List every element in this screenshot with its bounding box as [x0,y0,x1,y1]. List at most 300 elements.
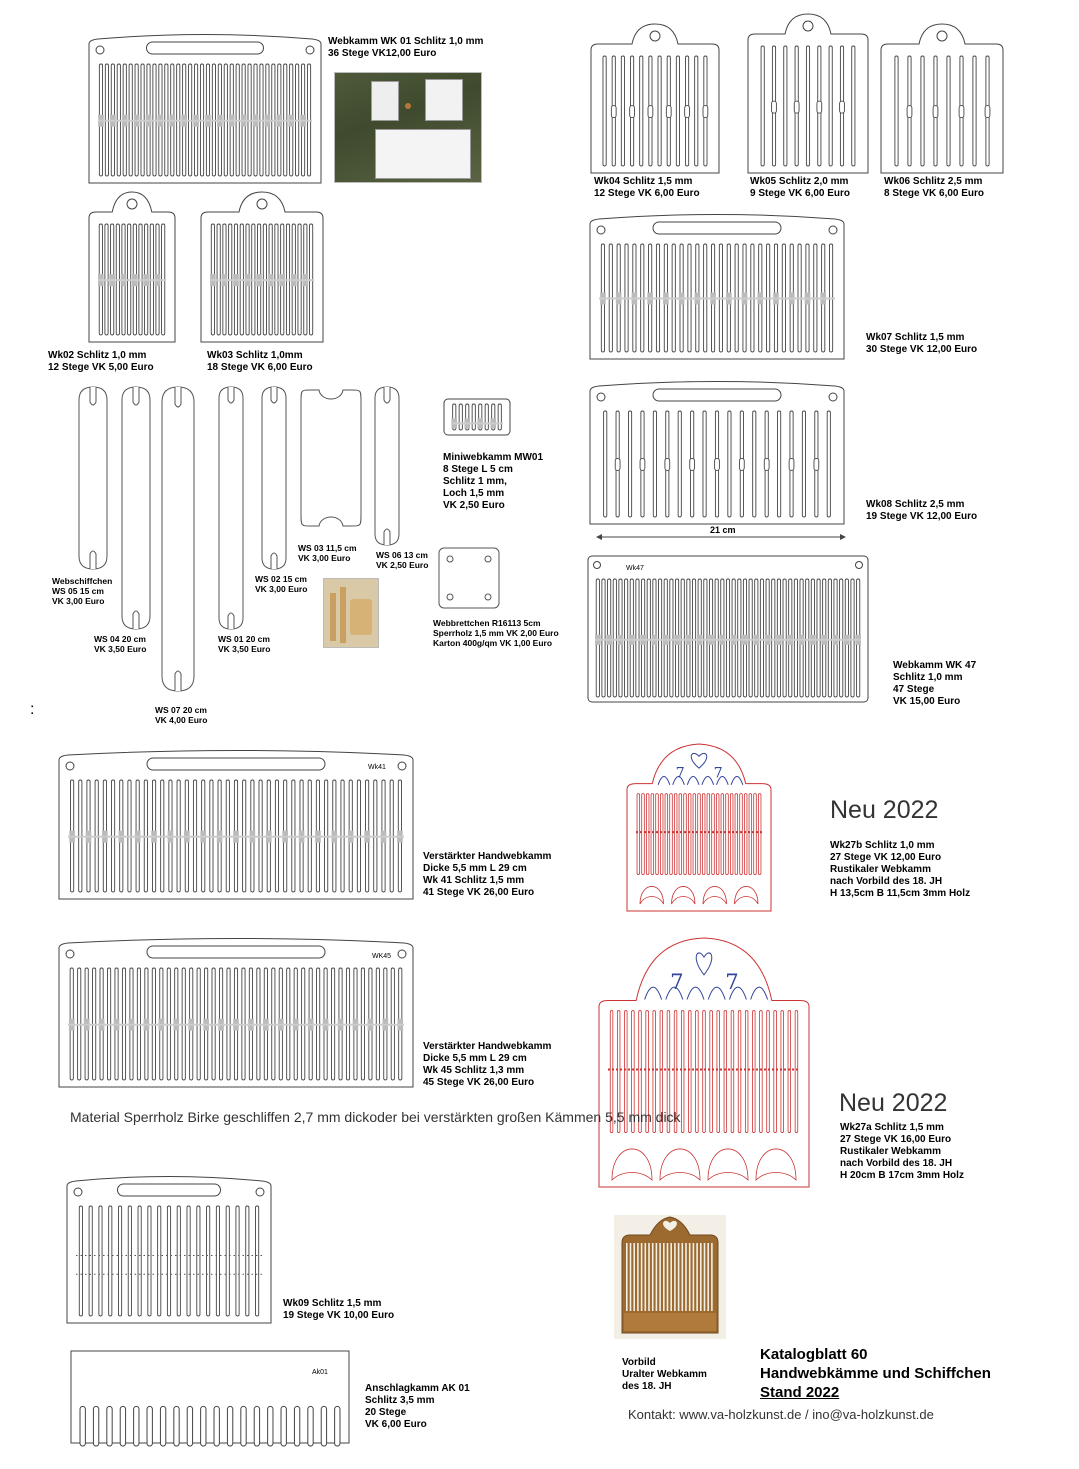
antique-slot [633,1243,635,1311]
comb-tooth [704,579,707,697]
comb-tooth [201,1406,206,1446]
comb-tooth [216,1206,219,1316]
shuttle-notch [228,613,234,629]
shuttle-ws06 [374,386,400,546]
shuttle-notch [175,671,181,691]
comb-grip [147,758,325,770]
comb-slot-band [68,836,404,838]
caption-ws04 [94,634,146,654]
comb-tooth [294,1406,299,1446]
caption-line: VK 3,50 Euro [218,644,271,654]
comb-tooth [254,1406,259,1446]
comb-tooth [695,56,698,166]
caption-line: 19 Stege VK 10,00 Euro [283,1310,395,1321]
comb-tooth [148,1206,151,1316]
caption-line: Webschiffchen [52,576,113,586]
caption-line: Vorbild [622,1357,656,1368]
caption-line: 12 Stege VK 5,00 Euro [48,362,154,373]
comb-tooth [783,579,786,697]
caption-line: Uralter Webkamm [622,1369,707,1380]
antique-slot [667,1243,669,1311]
comb-tooth [651,794,654,875]
comb-tooth [707,794,710,875]
comb-hole [803,21,813,31]
antique-slot [630,1243,632,1311]
comb-tooth [740,794,743,875]
comb-tooth [99,1206,102,1316]
comb-tooth [795,1011,798,1133]
new-2022-label-2: Neu 2022 [839,1089,948,1117]
comb-grip [653,389,781,401]
caption-line: Schlitz 1 mm, [443,476,507,487]
mark-wk45: WK45 [372,953,392,960]
shuttle-notch [133,387,139,405]
comb-tooth [308,1406,313,1446]
antique-slot [685,1243,687,1311]
antique-slot [663,1243,665,1311]
comb-slot-band [98,279,166,281]
weaving-card [438,547,500,609]
antique-slot [659,1243,661,1311]
comb-tooth [851,579,854,697]
comb-tooth [107,1406,112,1446]
caption-line: Wk03 Schlitz 1,0mm [207,350,303,361]
comb-tooth [89,1206,92,1316]
comb-hole [789,458,794,470]
comb-tooth [670,579,673,697]
caption-line: WS 07 20 cm [155,705,207,715]
antique-slot [637,1243,639,1311]
comb-mw01 [443,398,511,436]
comb-tooth [788,1011,791,1133]
comb-tooth [197,1206,200,1316]
shuttle-outline [262,387,286,569]
shuttle-ws07 [161,386,195,692]
comb-hole [840,101,845,113]
comb-tooth [236,1206,239,1316]
caption-line: Rustikaler Webkamm [830,864,931,875]
caption-line: Verstärkter Handwebkamm [423,1041,552,1052]
comb-tooth [646,794,649,875]
comb-tooth [728,411,731,517]
caption-line: oder bei verstärkten großen Kämmen 5,5 mm dick [369,1109,681,1125]
comb-tooth [226,1206,229,1316]
comb-tooth [485,404,488,430]
comb-tooth [167,1206,170,1316]
caption-line: VK 3,00 Euro [52,596,105,606]
comb-wk07 [589,210,845,360]
caption-wk27b [830,840,970,900]
antique-slot [711,1243,713,1311]
caption-line: Wk 45 Schlitz 1,3 mm [423,1065,525,1076]
comb-hole [96,46,104,54]
caption-line: Webkamm WK 47 [893,660,977,671]
caption-line: Wk06 Schlitz 2,5 mm [884,176,983,187]
comb-tooth [717,1011,720,1133]
comb-tooth [781,1011,784,1133]
shuttle-notch [271,387,277,403]
comb-tooth [724,1011,727,1133]
shuttle-ws05 [78,386,108,570]
comb-tooth [753,411,756,517]
comb-tooth [621,56,624,166]
comb-hole [615,458,620,470]
caption-wk06 [884,176,984,200]
comb-tooth [187,1206,190,1316]
comb-wk09 [66,1172,272,1324]
caption-line: des 18. JH [622,1381,672,1392]
caption-line: Wk27b Schlitz 1,0 mm [830,840,935,851]
comb-tooth [613,579,616,697]
comb-tooth [177,1206,180,1316]
comb-tooth [604,411,607,517]
caption-ws02 [255,574,307,594]
ornament-digit-right: 7 [725,968,739,994]
dimension-wk08: 21 cm [710,525,736,535]
comb-tooth [118,1206,121,1316]
comb-hole [856,562,863,569]
comb-tooth [745,1011,748,1133]
antique-slot [648,1243,650,1311]
comb-tooth [731,1011,734,1133]
caption-line: Anschlagkamm AK 01 [365,1383,470,1394]
comb-hole [764,458,769,470]
comb-tooth [174,1406,179,1446]
comb-tooth [642,794,645,875]
comb-tooth [660,794,663,875]
comb-hole [597,393,605,401]
comb-tooth [647,579,650,697]
catalog-title: Katalogblatt 60 [760,1346,868,1363]
caption-ws06 [376,550,428,570]
comb-hole [959,106,964,118]
caption-line: VK 15,00 Euro [893,696,961,707]
material-note [70,1108,681,1127]
caption-line: Dicke 5,5 mm L 29 cm [423,863,527,874]
comb-hole [66,950,74,958]
caption-ws05 [52,576,112,606]
comb-outline [591,24,719,173]
shuttle-ws04 [121,386,151,630]
shuttle-ws02 [261,386,287,570]
comb-tooth [109,1206,112,1316]
comb-tooth [256,1206,259,1316]
caption-line: Verstärkter Handwebkamm [423,851,552,862]
photo-wk01-combs [334,72,482,183]
caption-line: 8 Stege L 5 cm [443,464,513,475]
caption-line: Schlitz 1,0 mm [893,672,963,683]
comb-tooth [658,56,661,166]
comb-tooth [335,1406,340,1446]
caption-line: Miniwebkamm MW01 [443,452,544,463]
comb-outline [881,24,1003,173]
photo-shuttles [323,578,379,648]
comb-tooth [730,794,733,875]
comb-hole [685,106,690,118]
comb-slot-band [210,279,314,281]
caption-line: Wk02 Schlitz 1,0 mm [48,350,147,361]
antique-slot [704,1243,706,1311]
comb-hole [703,106,708,118]
comb-tooth [138,1206,141,1316]
comb-hole [814,458,819,470]
comb-tooth [674,794,677,875]
comb-tooth [947,56,950,166]
comb-hole [256,1188,264,1196]
comb-tooth [806,579,809,697]
caption-mw01 [443,452,543,512]
caption-line: H 13,5cm B 11,5cm 3mm Holz [830,888,971,899]
caption-ak01 [365,1383,470,1431]
comb-tooth [921,56,924,166]
colon-mark: : [30,701,35,718]
ornament-digit-left: 7 [670,968,684,994]
shuttle-notch [175,387,181,407]
comb-slot-band [68,1024,404,1026]
comb-tooth [738,1011,741,1133]
antique-slot [641,1243,643,1311]
caption-wk01 [328,36,483,60]
comb-hole [933,106,938,118]
comb-tooth [744,794,747,875]
shuttle-outline [122,387,150,629]
caption-line: VK 4,00 Euro [155,715,208,725]
caption-line: 12 Stege VK 6,00 Euro [594,188,700,199]
caption-ws01 [218,634,270,654]
caption-line: Wk09 Schlitz 1,5 mm [283,1298,382,1309]
comb-outline [71,1351,349,1443]
comb-tooth [693,794,696,875]
comb-tooth [840,579,843,697]
comb-tooth [207,1206,210,1316]
shuttle-notch [133,611,139,629]
comb-tooth [895,56,898,166]
caption-line: Wk05 Schlitz 2,0 mm [750,176,849,187]
caption-line: Sperrholz 1,5 mm VK 2,00 Euro [433,628,559,638]
comb-tooth [658,579,661,697]
caption-line: nach Vorbild des 18. JH [830,876,943,887]
comb-hole [648,106,653,118]
comb-hole [794,101,799,113]
caption-wk03 [207,350,313,374]
comb-hole [937,31,947,41]
comb-tooth [806,46,809,166]
caption-wk02 [48,350,154,374]
shuttle-outline [79,387,107,569]
comb-wk05 [747,12,869,174]
caption-wk09 [283,1298,394,1322]
comb-tooth [681,579,684,697]
caption-line: H 20cm B 17cm 3mm Holz [840,1170,964,1181]
comb-tooth [79,1206,82,1316]
shuttle-notch [90,387,96,405]
caption-line: 19 Stege VK 12,00 Euro [866,511,978,522]
comb-hole [597,226,605,234]
shuttle-outline [219,387,243,629]
comb-grip [147,42,264,54]
comb-hole [640,458,645,470]
caption-line: 8 Stege VK 6,00 Euro [884,188,985,199]
caption-ws07 [155,705,207,725]
antique-slot [652,1243,654,1311]
caption-line: 18 Stege VK 6,00 Euro [207,362,313,373]
shuttle-notch [228,387,234,403]
comb-wk03 [200,190,324,343]
comb-tooth [625,579,628,697]
comb-tooth [676,56,679,166]
comb-wk41 [58,746,414,900]
comb-tooth [710,1011,713,1133]
caption-line: WS 06 13 cm [376,550,428,560]
antique-slot [674,1243,676,1311]
caption-wk04 [594,176,700,200]
antique-slot [656,1243,658,1311]
mark-wk41: Wk41 [368,764,386,771]
caption-line: Wk08 Schlitz 2,5 mm [866,499,965,510]
caption-line: Wk04 Schlitz 1,5 mm [594,176,693,187]
comb-hole [715,458,720,470]
antique-slot [645,1243,647,1311]
comb-hole [985,106,990,118]
comb-slot-band [451,422,503,424]
mark-ak01: Ak01 [312,1369,328,1376]
comb-hole [650,31,660,41]
caption-line: nach Vorbild des 18. JH [840,1158,953,1169]
shuttle-ws03 [299,388,363,528]
comb-tooth [726,794,729,875]
comb-tooth [827,411,830,517]
comb-tooth [134,1406,139,1446]
shuttle-ws01 [218,386,244,630]
comb-tooth [760,579,763,697]
caption-vorbild [622,1357,707,1393]
shuttle-outline [375,387,399,545]
antique-slot [678,1243,680,1311]
comb-tooth [698,794,701,875]
comb-hole [127,199,137,209]
shuttle-notch [384,387,390,403]
comb-tooth [602,579,605,697]
comb-slot-band [599,298,835,300]
comb-tooth [688,1011,691,1133]
comb-tooth [703,1011,706,1133]
caption-line: Webkamm WK 01 Schlitz 1,0 mm [328,36,484,47]
caption-line: VK 2,50 Euro [443,500,505,511]
comb-tooth [760,1011,763,1133]
comb-tooth [758,794,761,875]
comb-hole [829,393,837,401]
caption-line: 27 Stege VK 16,00 Euro [840,1134,952,1145]
comb-tooth [214,1406,219,1446]
shuttle-outline [162,387,194,691]
comb-tooth [656,794,659,875]
comb-hole [630,106,635,118]
comb-slot-band [595,639,861,641]
comb-tooth [772,579,775,697]
caption-webbrettchen [433,618,559,648]
comb-tooth [852,46,855,166]
comb-tooth [973,56,976,166]
caption-line: VK 2,50 Euro [376,560,429,570]
shuttle-notch [271,553,277,569]
comb-tooth [802,411,805,517]
comb-tooth [738,579,741,697]
caption-line: VK 6,00 Euro [365,1419,427,1430]
comb-tooth [721,794,724,875]
caption-line: WS 01 20 cm [218,634,270,644]
comb-grip [118,1184,221,1196]
caption-wk41 [423,851,551,899]
catalog-stand: Stand 2022 [760,1384,840,1401]
comb-tooth [227,1406,232,1446]
comb-wk04 [590,22,720,174]
comb-grip [653,222,781,234]
comb-tooth [93,1406,98,1446]
caption-line: Karton 400g/qm VK 1,00 Euro [433,638,553,648]
comb-hole [772,101,777,113]
comb-wk47 [587,555,869,703]
antique-slot [707,1243,709,1311]
caption-wk07 [866,332,977,356]
comb-tooth [761,46,764,166]
shuttle-notch [384,529,390,545]
comb-wk06 [880,22,1004,174]
comb-tooth [603,56,606,166]
comb-hole [594,562,601,569]
caption-line: 41 Stege VK 26,00 Euro [423,887,535,898]
comb-tooth [160,1406,165,1446]
comb-wk02 [88,190,176,343]
comb-tooth [828,579,831,697]
caption-line: VK 3,50 Euro [94,644,147,654]
ornament-digit-left: 7 [675,765,685,782]
comb-tooth [752,1011,755,1133]
comb-wk01 [88,30,322,184]
comb-tooth [817,579,820,697]
caption-line: VK 3,00 Euro [255,584,308,594]
comb-tooth [712,794,715,875]
comb-wk27a [598,936,810,1188]
caption-wk27a [840,1122,964,1182]
caption-wk05 [750,176,850,200]
comb-tooth [754,794,757,875]
comb-tooth [321,1406,326,1446]
comb-hole [666,106,671,118]
comb-tooth [784,46,787,166]
caption-line: VK 3,00 Euro [298,553,351,563]
comb-grip [147,946,325,958]
caption-line: 47 Stege [893,684,935,695]
caption-line: Schlitz 3,5 mm [365,1395,435,1406]
catalog-subtitle: Handwebkämme und Schiffchen [760,1365,991,1382]
comb-tooth [187,1406,192,1446]
comb-tooth [128,1206,131,1316]
mark-wk47: Wk47 [626,565,644,572]
comb-tooth [735,794,738,875]
comb-wk27b [626,742,772,912]
photo-antique-comb [614,1215,726,1339]
antique-slot [682,1243,684,1311]
comb-tooth [653,411,656,517]
shuttle-notch [90,551,96,569]
comb-tooth [692,579,695,697]
comb-tooth [679,794,682,875]
comb-wk08 [589,377,845,525]
comb-tooth [246,1206,249,1316]
comb-hole [611,106,616,118]
new-2022-label-1: Neu 2022 [830,796,939,824]
caption-line: 27 Stege VK 12,00 Euro [830,852,942,863]
